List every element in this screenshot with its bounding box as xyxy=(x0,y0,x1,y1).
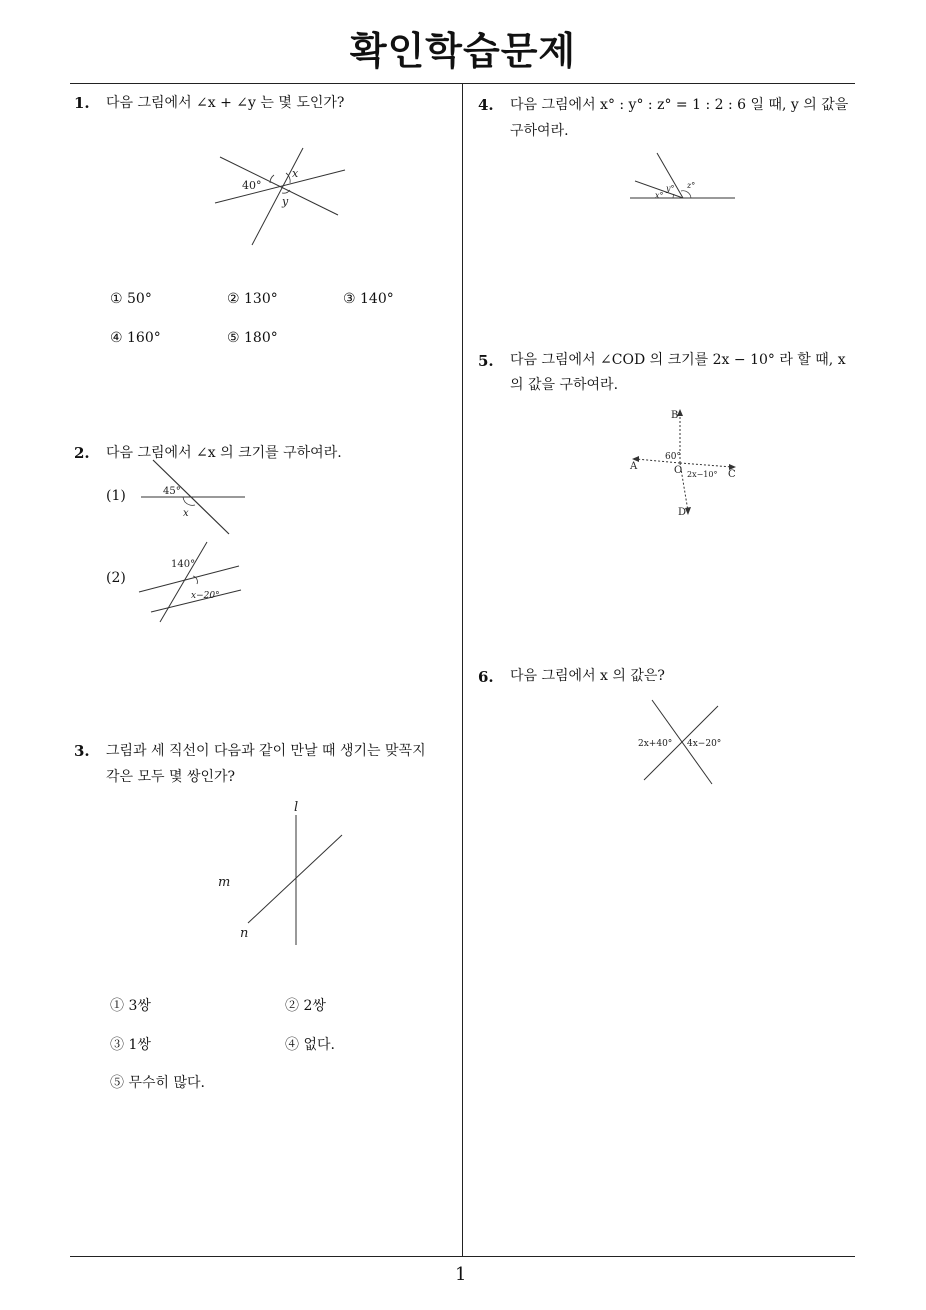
label-a: A xyxy=(630,461,638,472)
line-a xyxy=(220,157,338,215)
question-4-text-line-1: 다음 그림에서 x° : y° : z° = 1 : 2 : 6 일 때, y 의 값을 xyxy=(510,97,849,113)
label-45: 45° xyxy=(163,486,181,497)
question-2-number: 2. xyxy=(74,444,90,462)
column-divider xyxy=(462,83,463,1256)
question-3-text-line-2: 각은 모두 몇 쌍인가? xyxy=(106,769,236,785)
label-right: 4x−20° xyxy=(687,739,722,749)
question-4-number: 4. xyxy=(478,96,494,114)
label-o: O xyxy=(674,465,683,476)
question-3-choice-4[interactable]: ④ 없다. xyxy=(285,1037,335,1053)
question-4-figure xyxy=(625,148,740,204)
question-1-choice-2[interactable]: ② 130° xyxy=(227,291,278,307)
label-l: l xyxy=(294,800,299,815)
question-6-number: 6. xyxy=(478,668,494,686)
question-5-number: 5. xyxy=(478,352,494,370)
transversal-line xyxy=(160,542,207,622)
label-b: B xyxy=(671,410,679,421)
question-2-part-2-figure xyxy=(135,538,250,626)
question-6-text: 다음 그림에서 x 의 값은? xyxy=(510,668,665,684)
line-b xyxy=(215,170,345,203)
question-2-part-2-label: (2) xyxy=(106,570,126,586)
question-1-text: 다음 그림에서 ∠x + ∠y 는 몇 도인가? xyxy=(106,95,345,111)
label-x: x xyxy=(183,508,189,519)
bottom-rule xyxy=(70,1256,855,1257)
question-5-figure xyxy=(622,403,752,521)
label-140: 140° xyxy=(171,559,196,570)
label-m: m xyxy=(218,875,231,890)
label-n: n xyxy=(240,926,249,941)
label-40: 40° xyxy=(242,179,262,192)
page-title: 확인학습문제 xyxy=(349,29,577,73)
question-1-choice-3[interactable]: ③ 140° xyxy=(343,291,394,307)
question-3-figure xyxy=(210,795,350,950)
question-2-part-1-figure xyxy=(135,458,250,538)
question-3-choice-1[interactable]: ① 3쌍 xyxy=(110,998,151,1014)
label-2x-minus-10: 2x−10° xyxy=(687,470,718,479)
question-5-text-line-1: 다음 그림에서 ∠COD 의 크기를 2x − 10° 라 할 때, x xyxy=(510,352,846,368)
label-y: y xyxy=(282,195,289,208)
angle-arc-x xyxy=(183,497,195,505)
label-z: z° xyxy=(687,181,696,190)
label-left: 2x+40° xyxy=(638,739,673,749)
question-2-part-1-label: (1) xyxy=(106,488,126,504)
question-1-number: 1. xyxy=(74,94,90,112)
page-number: 1 xyxy=(455,1264,467,1285)
label-x: x xyxy=(292,167,299,180)
label-y: y° xyxy=(666,184,675,193)
line-n xyxy=(248,835,342,923)
question-3-number: 3. xyxy=(74,742,90,760)
question-5-text-line-2: 의 값을 구하여라. xyxy=(510,377,619,393)
label-x-minus-20: x−20° xyxy=(191,591,220,601)
question-4-text-line-2: 구하여라. xyxy=(510,123,569,139)
question-1-figure xyxy=(210,145,355,250)
question-6-figure xyxy=(630,696,740,788)
question-3-choice-3[interactable]: ③ 1쌍 xyxy=(110,1037,151,1053)
label-x: x° xyxy=(655,191,664,200)
ray-oc xyxy=(680,463,732,467)
question-1-choice-4[interactable]: ④ 160° xyxy=(110,330,161,346)
line-c xyxy=(252,148,303,245)
question-3-choice-2[interactable]: ② 2쌍 xyxy=(285,998,326,1014)
label-d: D xyxy=(678,507,687,518)
question-1-choice-5[interactable]: ⑤ 180° xyxy=(227,330,278,346)
label-c: C xyxy=(728,469,736,480)
question-2-text: 다음 그림에서 ∠x 의 크기를 구하여라. xyxy=(106,445,342,461)
question-3-text-line-1: 그림과 세 직선이 다음과 같이 만날 때 생기는 맞꼭지 xyxy=(106,743,426,759)
question-1-choice-1[interactable]: ① 50° xyxy=(110,291,152,307)
label-60: 60° xyxy=(665,452,681,462)
question-3-choice-5[interactable]: ⑤ 무수히 많다. xyxy=(110,1075,205,1091)
